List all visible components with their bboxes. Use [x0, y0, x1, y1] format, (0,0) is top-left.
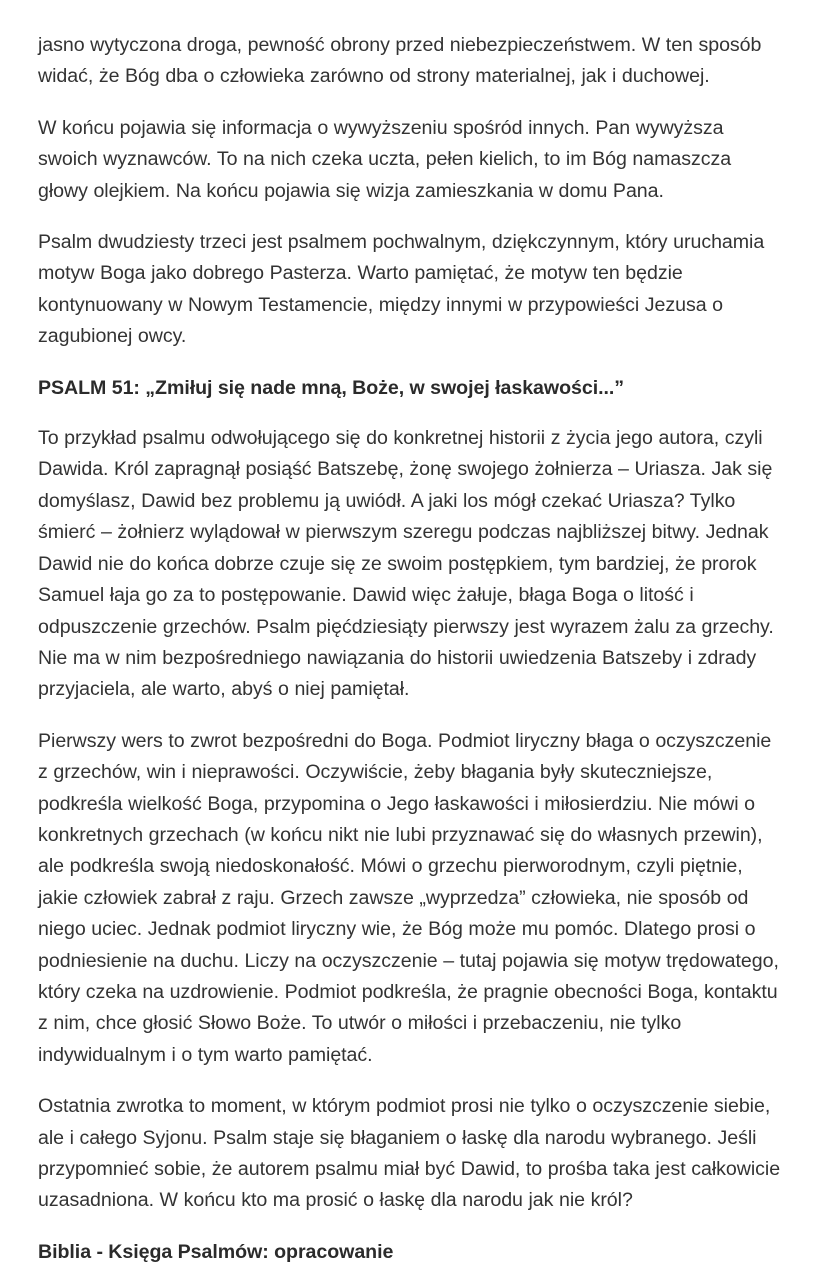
paragraph: Psalm dwudziesty trzeci jest psalmem pochwalnym, dziękczynnym, który uruchamia motyw Boga jako dobrego Pasterza. Warto pamiętać, że motyw ten będzie kontynuowany w Nowym Testamencie, między innymi w przypowieści Jezusa o zagubionej owcy.	[38, 231, 765, 348]
paragraph: Ostatnia zwrotka to moment, w którym podmiot prosi nie tylko o oczyszczenie siebie, ale i całego Syjonu. Psalm staje się błaganiem o łaskę dla narodu wybranego. Jeśli przypomnieć sobie, że autorem psalmu miał być Dawid, to prośba taka jest całkowicie uzasadniona. W końcu kto ma prosić o łaskę dla narodu jak nie król?	[38, 1095, 781, 1212]
paragraph: To przykład psalmu odwołującego się do konkretnej historii z życia jego autora, czyli Dawida. Król zapragnął posiąść Batszebę, żonę swojego żołnierza – Uriasza. Jak się domyślasz, Dawid bez problemu ją uwiódł. A jaki los mógł czekać Uriasza? Tylko śmierć – żołnierz wylądował w pierwszym szeregu podczas najbliższej bitwy. Jednak Dawid nie do końca dobrze czuje się ze swoim postępkiem, tym bardziej, że prorok Samuel łaja go za to postępowanie. Dawid więc żałuje, błaga Boga o litość i odpuszczenie grzechów. Psalm pięćdziesiąty pierwszy jest wyrazem żalu za grzechy. Nie ma w nim bezpośredniego nawiązania do historii uwiedzenia Batszeby i zdrady przyjaciela, ale warto, abyś o niej pamiętał.	[38, 427, 774, 701]
section-heading-psalm-51: PSALM 51: „Zmiłuj się nade mną, Boże, w swojej łaskawości...”	[38, 376, 625, 399]
paragraph: W końcu pojawia się informacja o wywyższeniu spośród innych. Pan wywyższa swoich wyznawców. To na nich czeka uczta, pełen kielich, to im Bóg namaszcza głowy olejkiem. Na końcu pojawia się wizja zamieszkania w domu Pana.	[38, 116, 732, 202]
article-body	[38, 30, 786, 1268]
paragraph: jasno wytyczona droga, pewność obrony przed niebezpieczeństwem. W ten sposób widać, że Bóg dba o człowieka zarówno od strony materialnej, jak i duchowej.	[38, 34, 762, 88]
paragraph: Pierwszy wers to zwrot bezpośredni do Boga. Podmiot liryczny błaga o oczyszczenie z grzechów, win i nieprawości. Oczywiście, żeby błagania były skuteczniejsze, podkreśla wielkość Boga, przypomina o Jego łaskawości i miłosierdziu. Nie mówi o konkretnych grzechach (w końcu nikt nie lubi przyznawać się do własnych przewin), ale podkreśla swoją niedoskonałość. Mówi o grzechu pierworodnym, czyli piętnie, jakie człowiek zabrał z raju. Grzech zawsze „wyprzedza” człowieka, nie sposób od niego uciec. Jednak podmiot liryczny wie, że Bóg może mu pomóc. Dlatego prosi o podniesienie na duchu. Liczy na oczyszczenie – tutaj pojawia się motyw trędowatego, który czeka na uzdrowienie. Podmiot podkreśla, że pragnie obecności Boga, kontaktu z nim, chce głosić Słowo Boże. To utwór o miłości i przebaczeniu, nie tylko indywidualnym i o tym warto pamiętać.	[38, 729, 779, 1066]
footer-heading-source-title: Biblia - Księga Psalmów: opracowanie	[38, 1240, 394, 1263]
